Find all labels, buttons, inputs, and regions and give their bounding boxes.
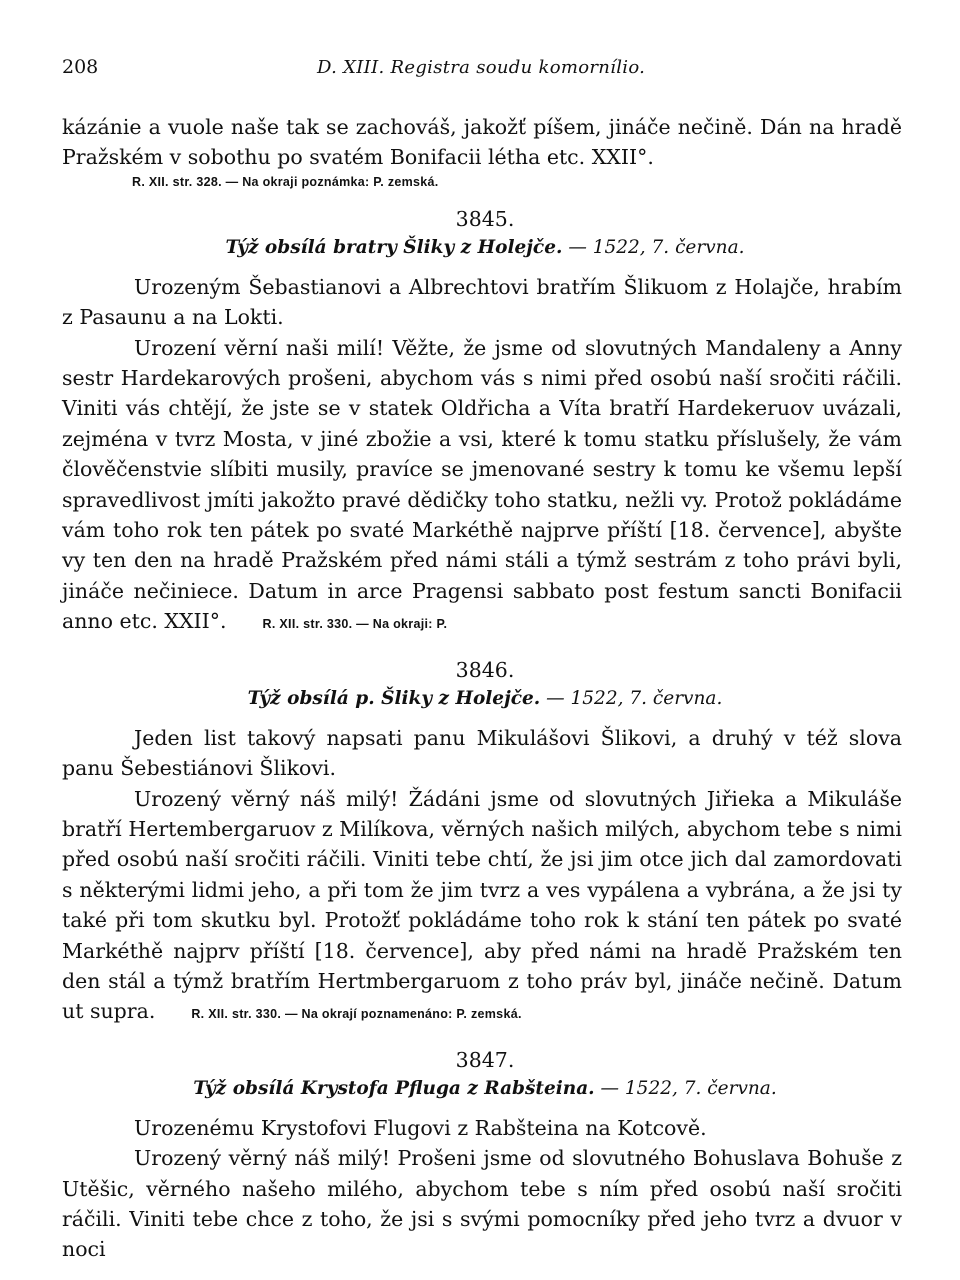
running-head: D. XIII. Registra soudu komornílio. bbox=[317, 57, 646, 78]
document-title-date: — 1522, 7. června. bbox=[546, 687, 723, 709]
document-body-text: Urozený věrný náš milý! Žádáni jsme od slovutných Jiřieka a Mikuláše bratří Hertembergaruov z Milíkova, věrných našich milých, abychom tebe s nimi před osobú naší sročiti ráčili. Viniti tebe chtí, že jsi jim otce jich dal zamordovati s některými lidmi jeho, a při tom že jim tvrz a ves vypálena a vybrána, a že jsi ty také při tom skutku byl. Protožť pokládáme toho rok k stání ten pátek po svaté Markéthě najprv příští [18. července], aby před námi na hradě Pražském ten den stál a týmž bratřím Hertmbergaruom z toho práv byl, jináče nečině. Datum ut supra. bbox=[62, 786, 902, 1024]
document-body-text: Urození věrní naši milí! Věžte, že jsme od slovutných Mandaleny a Anny sestr Hardekarových prošeni, abychom vás s nimi před osobú naší sročiti ráčili. Viniti vás chtějí, že jste se v statek Oldřicha a Víta bratří Hardekeruov uvázali, zejména v tvrz Mosta, v jiné zbožie a vsi, které k tomu statku příslušely, že vám člověčenstvie slíbiti musily, pravíce se jmenované sestry k tomu ke všemu lepší spravedlivost jmíti jakožto pravé dědičky toho statku, nežli vy. Protož pokládáme vám toho rok ten pátek po svaté Markéthě najprve příští [18. července], abyšte vy ten den na hradě Pražském před námi stáli a týmž sestrám z toho právi byli, jináče nečiniece. Datum in arce Pragensi sabbato post festum sancti Bonifacii anno etc. XXII°. bbox=[62, 335, 902, 634]
document-3846 bbox=[62, 658, 902, 1030]
document-title bbox=[62, 237, 902, 258]
document-body bbox=[62, 333, 902, 640]
document-title-date: — 1522, 7. června. bbox=[600, 1077, 777, 1099]
document-3845 bbox=[62, 207, 902, 640]
document-address: Urozeným Šebastianovi a Albrechtovi bratřím Šlikuom z Holajče, hrabím z Pasaunu a na Lokti. bbox=[62, 274, 902, 330]
document-number: 3847. bbox=[455, 1047, 515, 1072]
document-number: 3845. bbox=[455, 206, 515, 231]
document-title-subject: Týž obsílá p. Šliky z Holejče. bbox=[247, 687, 541, 709]
intro-paragraph: kázánie a vuole naše tak se zachováš, jakožť píšem, jináče nečině. Dán na hradě Pražském v sobothu po svatém Bonifacii létha etc. XXII°. bbox=[62, 115, 902, 170]
document-title-subject: Týž obsílá bratry Šliky z Holejče. bbox=[225, 236, 563, 258]
document-title bbox=[62, 688, 902, 709]
document-title-date: — 1522, 7. června. bbox=[568, 236, 745, 258]
document-title bbox=[62, 1078, 902, 1099]
document-title-subject: Týž obsílá Krystofa Pfluga z Rabšteina. bbox=[193, 1077, 595, 1099]
document-number: 3846. bbox=[455, 657, 515, 682]
intro-source-note: R. XII. str. 328. — Na okraji poznámka: P. zemská. bbox=[132, 174, 439, 189]
document-source-note: R. XII. str. 330. — Na okrají poznamenáno: P. zemská. bbox=[191, 1007, 522, 1022]
document-body bbox=[62, 1143, 902, 1265]
document-address: Jeden list takový napsati panu Mikulášovi Šlikovi, a druhý v též slova panu Šebestiánovi Šlikovi. bbox=[62, 725, 902, 781]
document-address: Urozenému Krystofovi Flugovi z Rabšteina na Kotcově. bbox=[134, 1115, 707, 1140]
document-source-note: R. XII. str. 330. — Na okraji: P. bbox=[262, 617, 448, 632]
intro-section bbox=[62, 112, 902, 189]
document-body bbox=[62, 784, 902, 1030]
page-header bbox=[62, 56, 902, 78]
page-number: 208 bbox=[62, 56, 99, 78]
document-3847 bbox=[62, 1048, 902, 1265]
document-body-text: Urozený věrný náš milý! Prošeni jsme od slovutného Bohuslava Bohuše z Utěšic, věrného našeho milého, abychom tebe s ním před osobú naší sročiti ráčili. Viniti tebe chce z toho, že jsi s svými pomocníky před jeho tvrz a dvuor v noci bbox=[62, 1146, 902, 1262]
